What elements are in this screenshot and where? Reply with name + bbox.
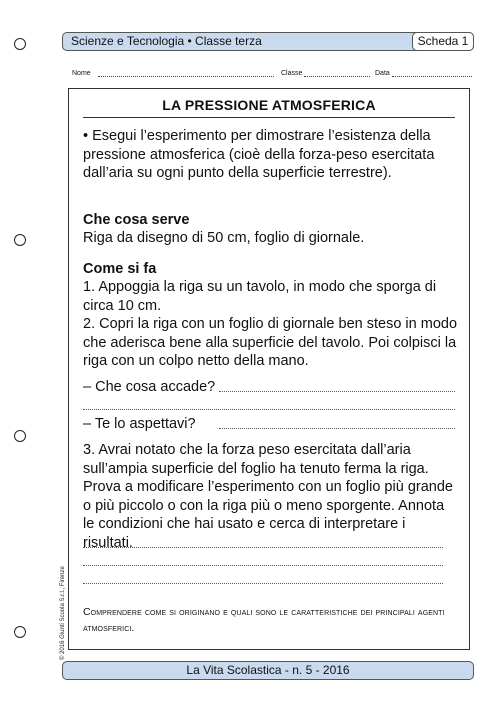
binder-hole <box>14 626 26 638</box>
materials-heading: Che cosa serve <box>83 212 190 228</box>
binder-hole <box>14 234 26 246</box>
step-1: 1. Appoggia la riga su un tavolo, in modo che sporga di circa 10 cm. <box>83 279 437 314</box>
header-band <box>62 32 474 51</box>
student-fields <box>72 68 472 80</box>
title-divider <box>83 117 455 118</box>
scheda-label: Scheda 1 <box>412 32 474 51</box>
step-2: 2. Copri la riga con un foglio di giornale ben steso in modo che aderisca bene alla superficie del tavolo. Poi colpisci la riga con un colpo netto della mano. <box>83 316 458 369</box>
class-line[interactable] <box>304 76 370 77</box>
name-line[interactable] <box>98 76 274 77</box>
binder-hole <box>14 38 26 50</box>
answer-line[interactable] <box>219 428 455 429</box>
answer-line[interactable] <box>83 583 443 584</box>
question-2: – Te lo aspettavi? <box>83 416 196 432</box>
materials-text: Riga da disegno di 50 cm, foglio di giornale. <box>83 230 365 246</box>
answer-line[interactable] <box>83 409 455 410</box>
step-3-instructions: Prova a modificare l’esperimento con un foglio più grande o più piccolo o con la riga più o meno sporgente. Annota le condizioni che hai usato e cerca di interpretare i risultati. <box>83 479 453 551</box>
class-label: Classe <box>281 70 303 77</box>
step-3: 3. Avrai notato che la forza peso esercitata dall’aria sull’ampia superficie del foglio ha tenuto ferma la riga. <box>83 442 429 477</box>
binder-hole <box>14 430 26 442</box>
date-line[interactable] <box>392 76 472 77</box>
header-title: Scienze e Tecnologia • Classe terza <box>71 34 262 48</box>
answer-line[interactable] <box>83 547 443 548</box>
footer-band: La Vita Scolastica - n. 5 - 2016 <box>62 661 474 680</box>
worksheet-title: LA PRESSIONE ATMOSFERICA <box>162 97 376 113</box>
intro-text: • Esegui l’esperimento per dimostrare l’esistenza della pressione atmosferica (cioè della forza-peso esercitata dall’aria su ogni punto della superficie terrestre). <box>83 128 435 181</box>
question-1: – Che cosa accade? <box>83 379 216 395</box>
copyright-notice: © 2016 Giunti Scuola S.r.l., Firenze <box>60 566 66 660</box>
date-label: Data <box>375 70 390 77</box>
answer-line[interactable] <box>83 565 443 566</box>
method-heading: Come si fa <box>83 261 157 277</box>
answer-line[interactable] <box>219 391 455 392</box>
learning-objective: Comprendere come si originano e quali sono le caratteristiche dei principali agenti atmosferici. <box>83 606 445 634</box>
name-label: Nome <box>72 70 91 77</box>
worksheet-box <box>68 88 470 650</box>
